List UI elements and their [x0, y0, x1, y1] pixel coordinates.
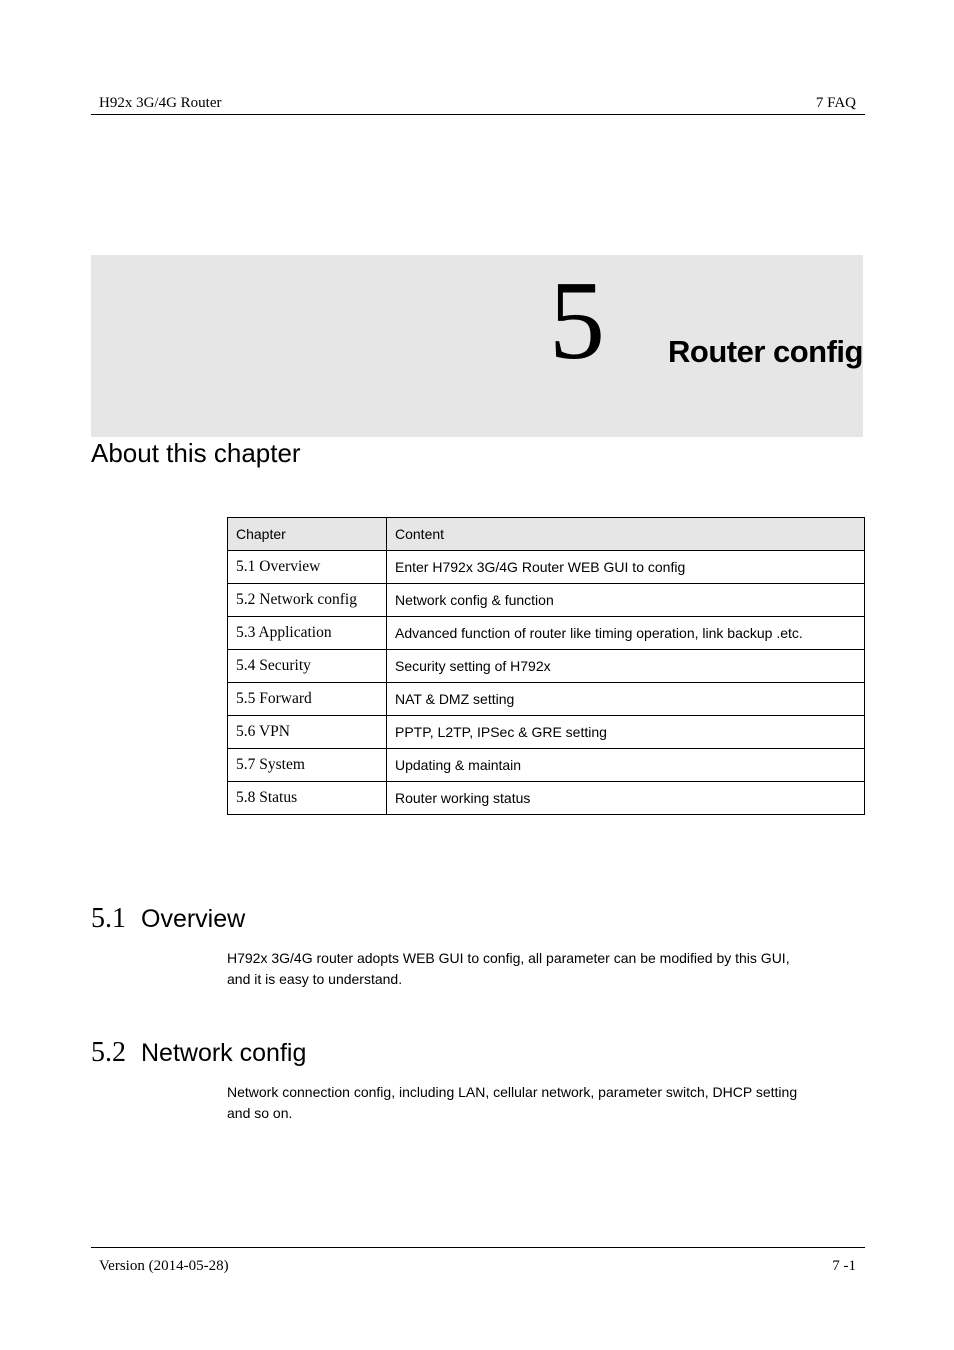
chapter-cell: 5.3 Application	[228, 617, 387, 650]
body-line: and it is easy to understand.	[227, 970, 403, 987]
table-row	[228, 650, 865, 683]
column-header-chapter: Chapter	[228, 518, 387, 551]
header-divider	[91, 114, 865, 115]
section-title: Overview	[141, 905, 246, 933]
footer-version: Version (2014-05-28)	[99, 1258, 229, 1274]
chapter-cell: 5.4 Security	[228, 650, 387, 683]
content-cell: Security setting of H792x	[387, 650, 865, 683]
section-heading-network-config	[91, 1037, 306, 1069]
content-cell: Enter H792x 3G/4G Router WEB GUI to config	[387, 551, 865, 584]
table-row	[228, 551, 865, 584]
content-cell: PPTP, L2TP, IPSec & GRE setting	[387, 716, 865, 749]
content-cell: Network config & function	[387, 584, 865, 617]
content-cell: Updating & maintain	[387, 749, 865, 782]
chapter-cell: 5.7 System	[228, 749, 387, 782]
section-heading-overview	[91, 903, 245, 935]
running-header-chapter: 7 FAQ	[815, 95, 856, 111]
content-cell: Advanced function of router like timing operation, link backup .etc.	[387, 617, 865, 650]
table-row	[228, 617, 865, 650]
chapter-cell: 5.5 Forward	[228, 683, 387, 716]
chapter-cell: 5.6 VPN	[228, 716, 387, 749]
about-heading: About this chapter	[91, 438, 301, 468]
table-header-row	[228, 518, 865, 551]
column-header-content: Content	[387, 518, 865, 551]
footer-divider	[91, 1247, 865, 1248]
chapter-cell: 5.2 Network config	[228, 584, 387, 617]
section-body-overview	[227, 948, 867, 989]
body-line: Network connection config, including LAN, cellular network, parameter switch, DHCP setting	[227, 1084, 798, 1100]
chapter-banner	[91, 255, 863, 437]
section-body-network-config	[227, 1082, 867, 1123]
chapter-number: 5	[549, 259, 605, 383]
page-number: 7 -1	[832, 1258, 856, 1274]
running-header-title: H92x 3G/4G Router	[99, 95, 222, 111]
table-row	[228, 782, 865, 815]
content-cell: Router working status	[387, 782, 865, 815]
chapter-contents-table	[227, 517, 865, 815]
body-line: H792x 3G/4G router adopts WEB GUI to config, all parameter can be modified by this GUI,	[227, 950, 790, 966]
chapter-cell: 5.8 Status	[228, 782, 387, 815]
table-row	[228, 749, 865, 782]
table-row	[228, 584, 865, 617]
table-row	[228, 683, 865, 716]
section-title: Network config	[141, 1039, 307, 1067]
chapter-title: Router config	[668, 334, 863, 369]
content-cell: NAT & DMZ setting	[387, 683, 865, 716]
section-number: 5.2	[91, 1037, 126, 1068]
chapter-cell: 5.1 Overview	[228, 551, 387, 584]
section-number: 5.1	[91, 903, 126, 934]
body-line: and so on.	[227, 1104, 293, 1121]
table-row	[228, 716, 865, 749]
